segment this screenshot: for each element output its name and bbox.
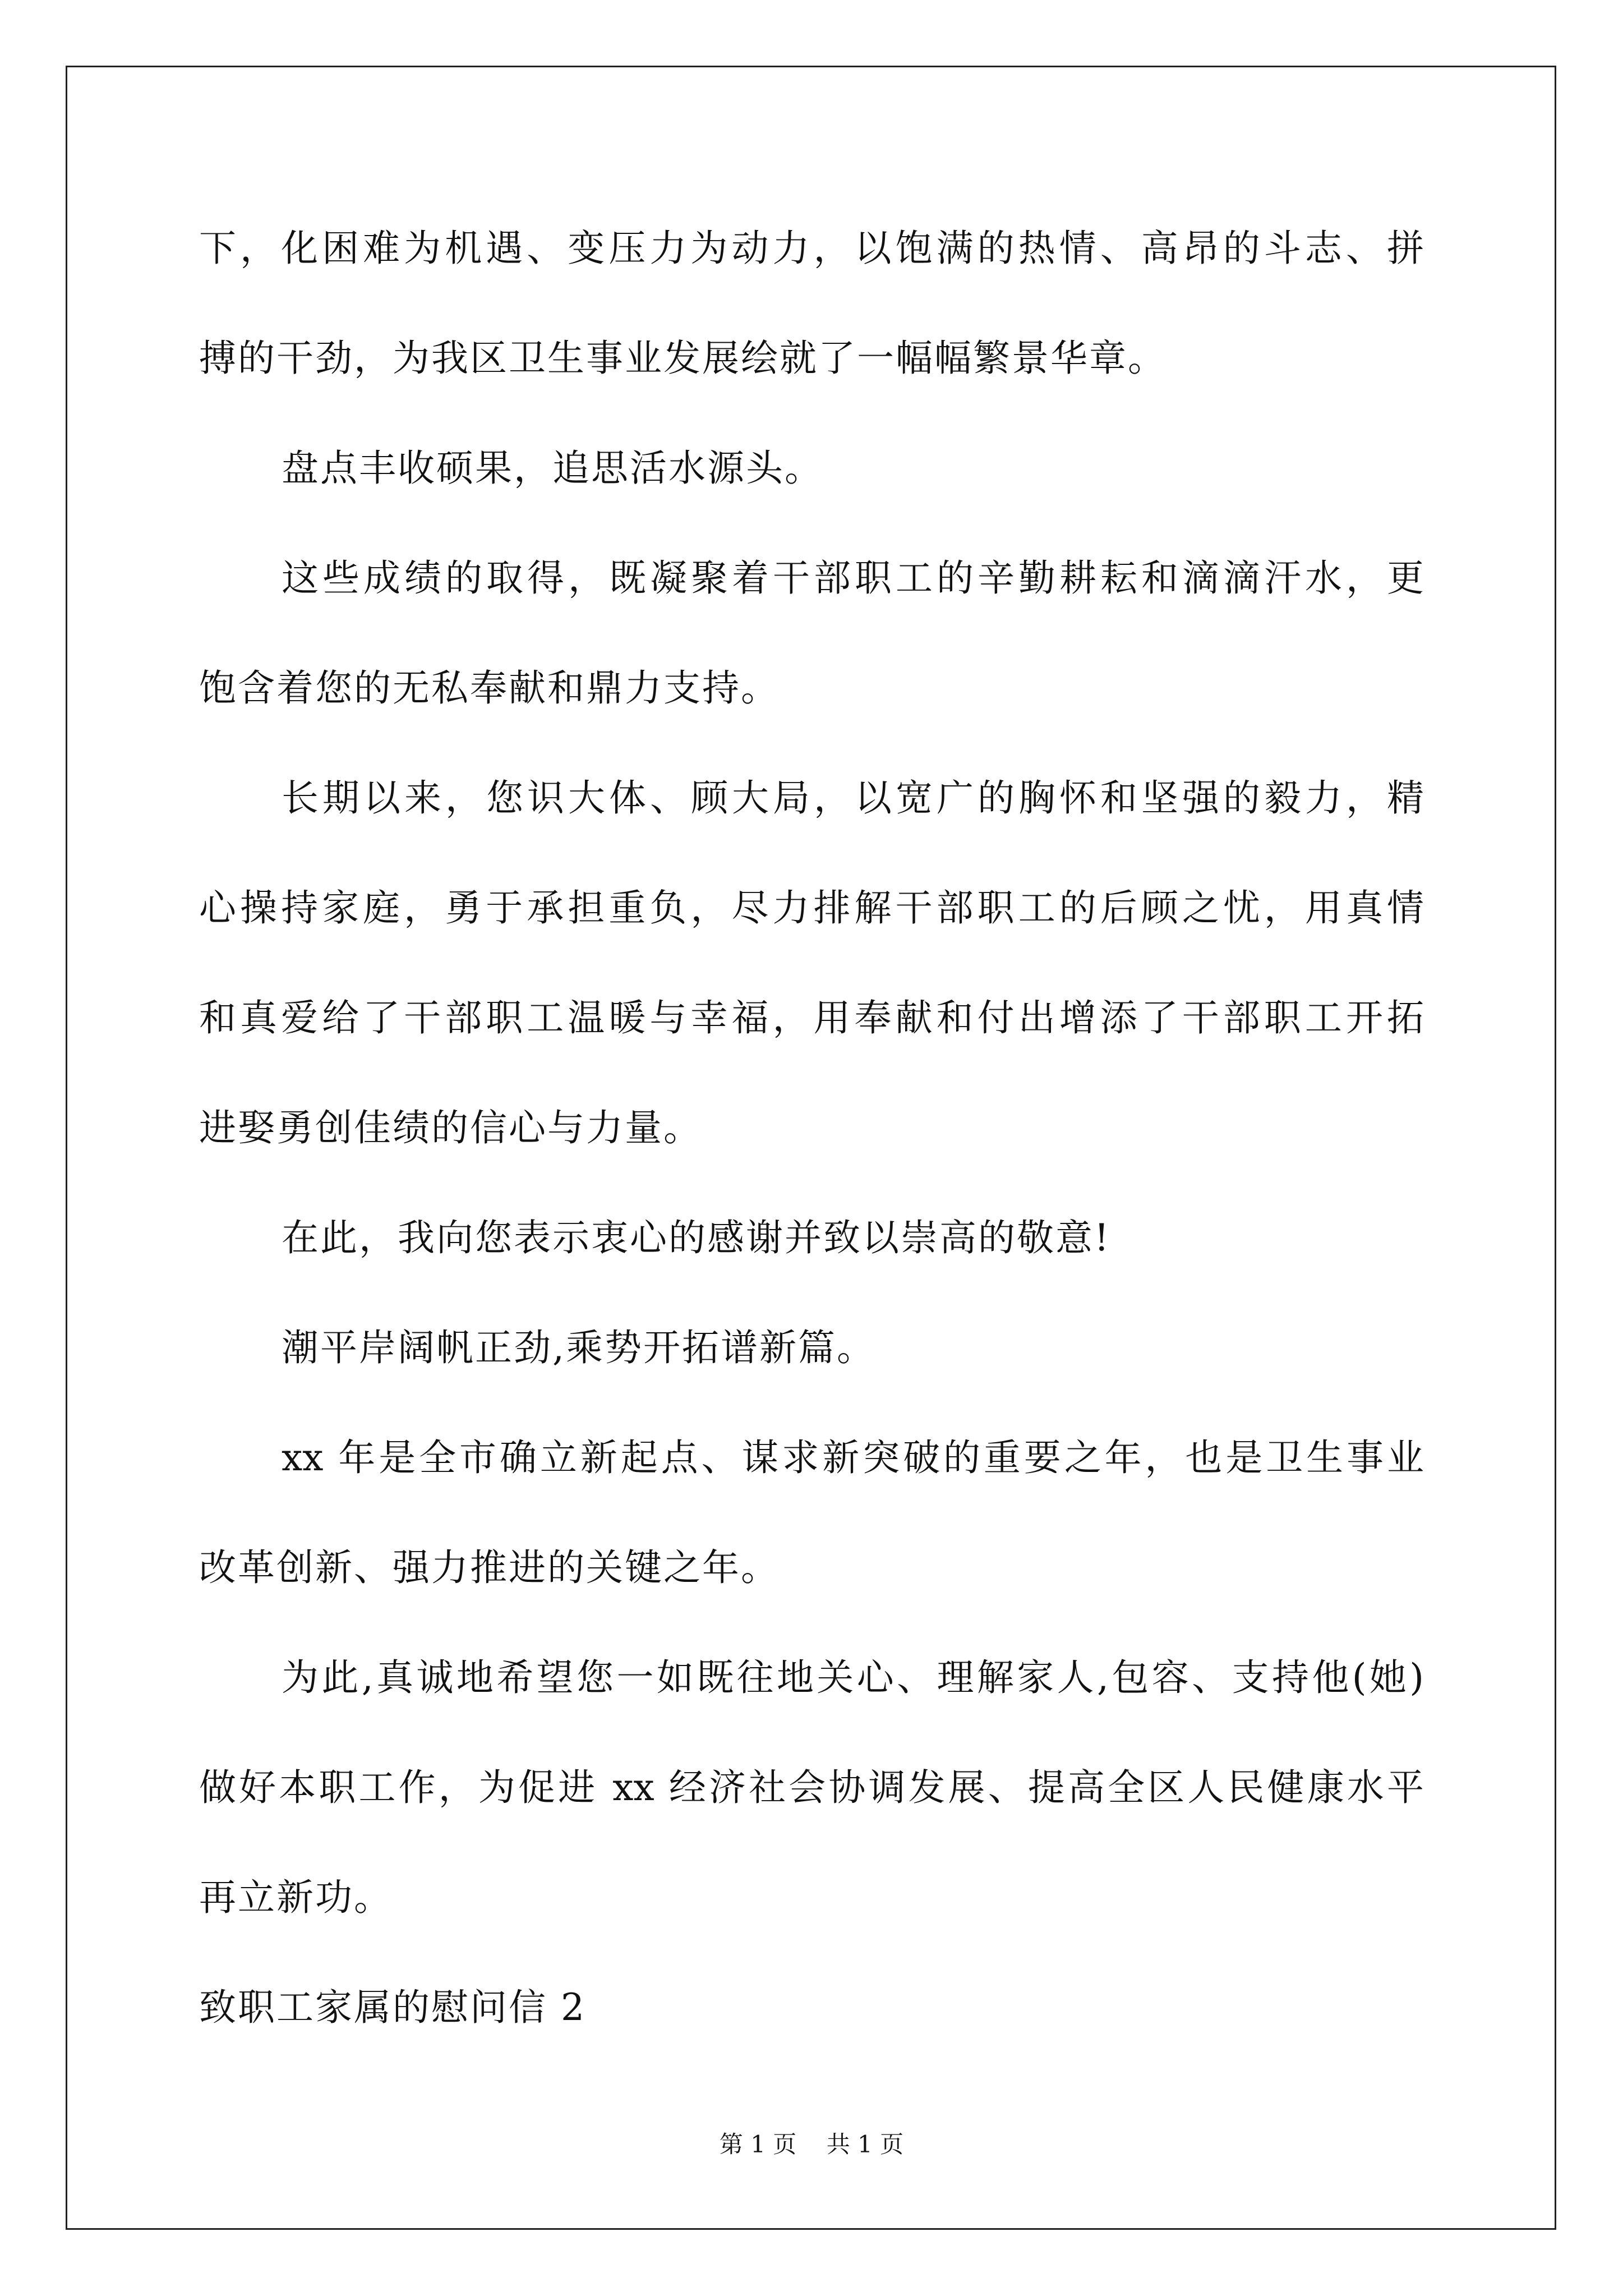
body-line-14: 为此,真诚地希望您一如既往地关心、理解家人,包容、支持他(她)	[282, 1656, 1424, 1699]
body-line-12: xx 年是全市确立新起点、谋求新突破的重要之年，也是卫生事业	[282, 1436, 1424, 1479]
body-line-8: 和真爱给了干部职工温暖与幸福，用奉献和付出增添了干部职工开拓	[199, 996, 1424, 1039]
body-line-10: 在此，我向您表示衷心的感谢并致以崇高的敬意!	[282, 1216, 1111, 1259]
body-line-5: 饱含着您的无私奉献和鼎力支持。	[199, 666, 780, 710]
page-footer: 第 1 页 共 1 页	[719, 2131, 904, 2158]
body-line-3: 盘点丰收硕果，追思活水源头。	[282, 447, 823, 490]
body-line-16: 再立新功。	[199, 1876, 393, 1919]
body-line-7: 心操持家庭，勇于承担重负，尽力排解干部职工的后顾之忧，用真情	[199, 886, 1424, 930]
section-heading: 致职工家属的慰问信 2	[199, 1986, 586, 2029]
body-line-11: 潮平岸阔帆正劲,乘势开拓谱新篇。	[282, 1326, 875, 1369]
body-line-2: 搏的干劲，为我区卫生事业发展绘就了一幅幅繁景华章。	[199, 337, 1166, 380]
body-line-1: 下，化困难为机遇、变压力为动力，以饱满的热情、高昂的斗志、拼	[199, 227, 1424, 270]
body-line-15: 做好本职工作，为促进 xx 经济社会协调发展、提高全区人民健康水平	[199, 1766, 1424, 1809]
body-line-13: 改革创新、强力推进的关键之年。	[199, 1546, 780, 1589]
body-line-9: 进娶勇创佳绩的信心与力量。	[199, 1106, 702, 1149]
body-line-6: 长期以来，您识大体、顾大局，以宽广的胸怀和坚强的毅力，精	[282, 776, 1424, 820]
body-line-4: 这些成绩的取得，既凝聚着干部职工的辛勤耕耘和滴滴汗水，更	[282, 556, 1424, 600]
